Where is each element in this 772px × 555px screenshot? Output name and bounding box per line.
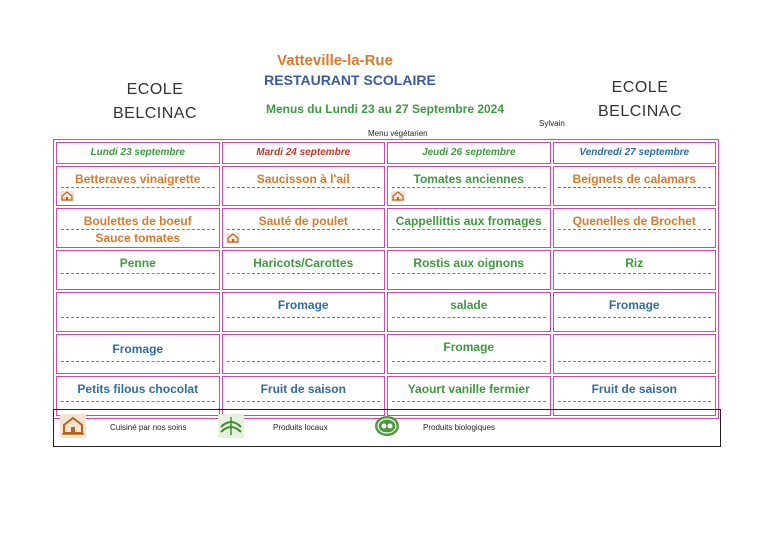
menu-cell bbox=[388, 167, 550, 205]
menu-cell bbox=[554, 209, 716, 247]
vegetarian-menu-note: Menu végétarien bbox=[368, 129, 428, 138]
table-row bbox=[56, 334, 716, 374]
school-line-2: BELCINAC bbox=[597, 103, 683, 120]
table-row bbox=[56, 292, 716, 332]
dish-label: Beignets de calamars bbox=[572, 172, 696, 186]
dish-label: Fromage bbox=[112, 342, 164, 356]
school-line-1: ECOLE bbox=[126, 81, 184, 98]
dish-label: Haricots/Carottes bbox=[253, 256, 354, 270]
dish-label: Betteraves vinaigrette bbox=[75, 172, 201, 186]
menu-cell bbox=[554, 335, 716, 373]
legend-homemade-label: Cuisiné par nos soins bbox=[110, 423, 187, 432]
legend-local-label: Produits locaux bbox=[273, 423, 328, 432]
homemade-icon bbox=[226, 233, 240, 244]
menu-cell bbox=[57, 335, 219, 373]
author-name: Sylvain bbox=[539, 119, 565, 128]
school-line-2: BELCINAC bbox=[112, 105, 198, 122]
school-name-left bbox=[95, 78, 215, 126]
homemade-icon bbox=[60, 191, 74, 202]
restaurant-title: RESTAURANT SCOLAIRE bbox=[264, 72, 436, 88]
menu-cell bbox=[57, 167, 219, 205]
menu-cell bbox=[388, 293, 550, 331]
menu-cell bbox=[223, 167, 385, 205]
day-header-row bbox=[56, 142, 716, 164]
dish-label: Tomates anciennes bbox=[413, 172, 524, 186]
dish-label: Penne bbox=[119, 256, 156, 270]
menu-cell bbox=[554, 167, 716, 205]
dish-label: Fromage bbox=[608, 298, 660, 312]
dish-label bbox=[554, 335, 716, 339]
table-row bbox=[56, 250, 716, 290]
menu-cell bbox=[223, 251, 385, 289]
school-name-right bbox=[580, 76, 700, 124]
local-products-icon bbox=[218, 414, 244, 438]
menu-cell bbox=[388, 251, 550, 289]
dish-label: Fromage bbox=[443, 340, 495, 354]
organic-icon bbox=[374, 414, 400, 438]
dish-label: Riz bbox=[625, 256, 644, 270]
menu-cell bbox=[223, 335, 385, 373]
menu-cell bbox=[223, 209, 385, 247]
menu-cell bbox=[388, 335, 550, 373]
legend-organic-label: Produits biologiques bbox=[423, 423, 496, 432]
menu-table bbox=[53, 139, 719, 419]
dish-label bbox=[57, 293, 219, 297]
dish-label: Cappellittis aux fromages bbox=[395, 214, 542, 228]
dish-label: Quenelles de Brochet bbox=[572, 214, 696, 228]
menu-cell bbox=[223, 293, 385, 331]
dish-label: Saucisson à l'ail bbox=[256, 172, 350, 186]
table-row bbox=[56, 166, 716, 206]
menu-cell bbox=[57, 293, 219, 331]
dish-label bbox=[223, 335, 385, 339]
day-thursday: Jeudi 26 septembre bbox=[422, 147, 516, 158]
dish-label: Yaourt vanille fermier bbox=[407, 382, 530, 396]
menu-cell bbox=[57, 251, 219, 289]
dish-label: salade bbox=[450, 298, 488, 312]
day-monday: Lundi 23 septembre bbox=[90, 147, 185, 158]
menu-cell bbox=[554, 293, 716, 331]
dish-label: Fromage bbox=[277, 298, 329, 312]
table-row bbox=[56, 208, 716, 248]
dish-label: Fruit de saison bbox=[260, 382, 346, 396]
sauce-label: Sauce tomates bbox=[95, 231, 181, 245]
homemade-icon bbox=[391, 191, 405, 202]
menu-cell bbox=[554, 251, 716, 289]
menu-dates: Menus du Lundi 23 au 27 Septembre 2024 bbox=[265, 102, 505, 116]
dish-label: Sauté de poulet bbox=[258, 214, 348, 228]
dish-label: Fruit de saison bbox=[591, 382, 677, 396]
day-friday: Vendredi 27 septembre bbox=[579, 147, 690, 158]
menu-cell bbox=[57, 209, 219, 247]
dish-label: Petits filous chocolat bbox=[77, 382, 199, 396]
school-line-1: ECOLE bbox=[611, 79, 669, 96]
day-tuesday: Mardi 24 septembre bbox=[256, 147, 351, 158]
homemade-icon bbox=[60, 414, 86, 438]
dish-label: Boulettes de boeuf bbox=[83, 214, 192, 228]
town-title: Vatteville-la-Rue bbox=[277, 52, 393, 69]
dish-label: Rostis aux oignons bbox=[413, 256, 525, 270]
legend-box bbox=[53, 409, 721, 447]
menu-cell bbox=[388, 209, 550, 247]
